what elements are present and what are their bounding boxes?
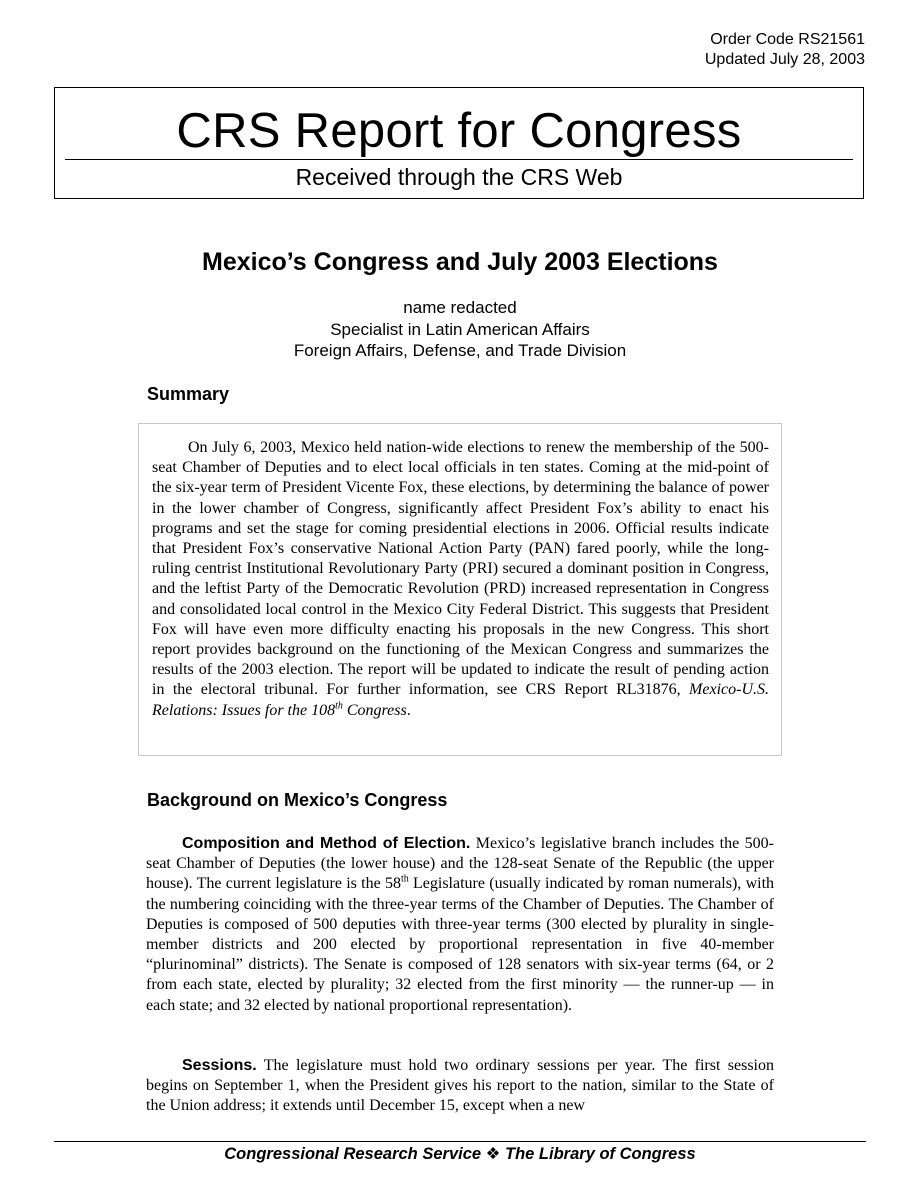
report-series-title: CRS Report for Congress [176,104,742,158]
summary-text: On July 6, 2003, Mexico held nation-wide elections to renew the membership of the 500-seat Chamber of Deputies and to elect local officials in ten states. Coming at the mid-point of the six-year term of President Vicente Fox, these elections, by determining the balance of power in the lower chamber of Congress, significantly affect President Fox’s ability to enact his programs and set the stage for coming presidential elections in 2006. Official results indicate that President Fox’s conservative National Action Party (PAN) fared poorly, while the long-ruling centrist Institutional Revolutionary Party (PRI) secured a dominant position in Congress, and the leftist Party of the Democratic Revolution (PRD) increased representation in Congress and consolidated local control in the Mexico City Federal District. This suggests that President Fox will have even more difficulty enacting his proposals in the new Congress. This short report provides background on the functioning of the Mexican Congress and summarizes the results of the 2003 election. The report will be updated to indicate the result of pending action in the electoral tribunal. For further information, see CRS Report RL31876, [152,439,769,699]
report-header-box [54,87,864,199]
summary-paragraph: On July 6, 2003, Mexico held nation-wide elections to renew the membership of the 500-seat Chamber of Deputies and to elect local officials in ten states. Coming at the mid-point of the six-year term of President Vicente Fox, these elections, by determining the balance of power in the lower chamber of Congress, significantly affect President Fox’s ability to enact his programs and set the stage for coming presidential elections in 2006. Official results indicate that President Fox’s conservative National Action Party (PAN) fared poorly, while the long-ruling centrist Institutional Revolutionary Party (PRI) secured a dominant position in Congress, and the leftist Party of the Democratic Revolution (PRD) increased representation in Congress and consolidated local control in the Mexico City Federal District. This suggests that President Fox will have even more difficulty enacting his proposals in the new Congress. This short report provides background on the functioning of the Mexican Congress and summarizes the results of the 2003 election. The report will be updated to indicate the result of pending action in the electoral tribunal. For further information, see CRS Report RL31876, Mexico-U.S. Relations: Issues for the 108th Congress. [152,439,769,719]
order-code-block [705,30,865,70]
order-code: Order Code RS21561 [710,31,865,48]
footer-divider [54,1141,866,1142]
sessions-run-in-heading: Sessions. [182,1057,257,1074]
sessions-paragraph: Sessions. The legislature must hold two ordinary sessions per year. The first session begins on September 1, when the President gives his report to the nation, similar to the State of the Union address; it extends until December 15, except when a new [146,1057,774,1115]
background-heading: Background on Mexico’s Congress [147,790,448,810]
document-title: Mexico’s Congress and July 2003 Elections [202,248,718,276]
header-divider [65,159,853,160]
updated-date: Updated July 28, 2003 [704,51,865,68]
author-role: Specialist in Latin American Affairs [330,319,590,339]
author-division: Foreign Affairs, Defense, and Trade Division [293,341,627,360]
composition-paragraph: Composition and Method of Election. Mexico’s legislative branch includes the 500-seat Chamber of Deputies (the lower house) and the 128-seat Senate of the Republic (the upper house). The current legislature is the 58th Legislature (usually indicated by roman numerals), with the numbering coinciding with the three-year terms of the Chamber of Deputies. The Chamber of Deputies is composed of 500 deputies with three-year terms (300 elected by plurality in single-member districts and 200 elected by proportional representation in five 40-member “plurinominal” districts). The Senate is composed of 128 senators with six-year terms (64, or 2 from each state, elected by plurality; 32 elected from the first minority — the runner-up — in each state; and 32 elected by national proportional representation). [146,835,775,1014]
author-name: name redacted [403,298,517,317]
summary-box [138,423,782,756]
cited-report-title: Mexico-U.S. Relations: Issues for the 108th Congress [152,681,769,719]
author-block [0,297,920,362]
summary-heading: Summary [147,384,230,404]
report-series-subtitle: Received through the CRS Web [295,164,623,190]
page-footer: Congressional Research Service ❖ The Library of Congress [224,1145,696,1163]
composition-run-in-heading: Composition and Method of Election. [182,835,471,852]
